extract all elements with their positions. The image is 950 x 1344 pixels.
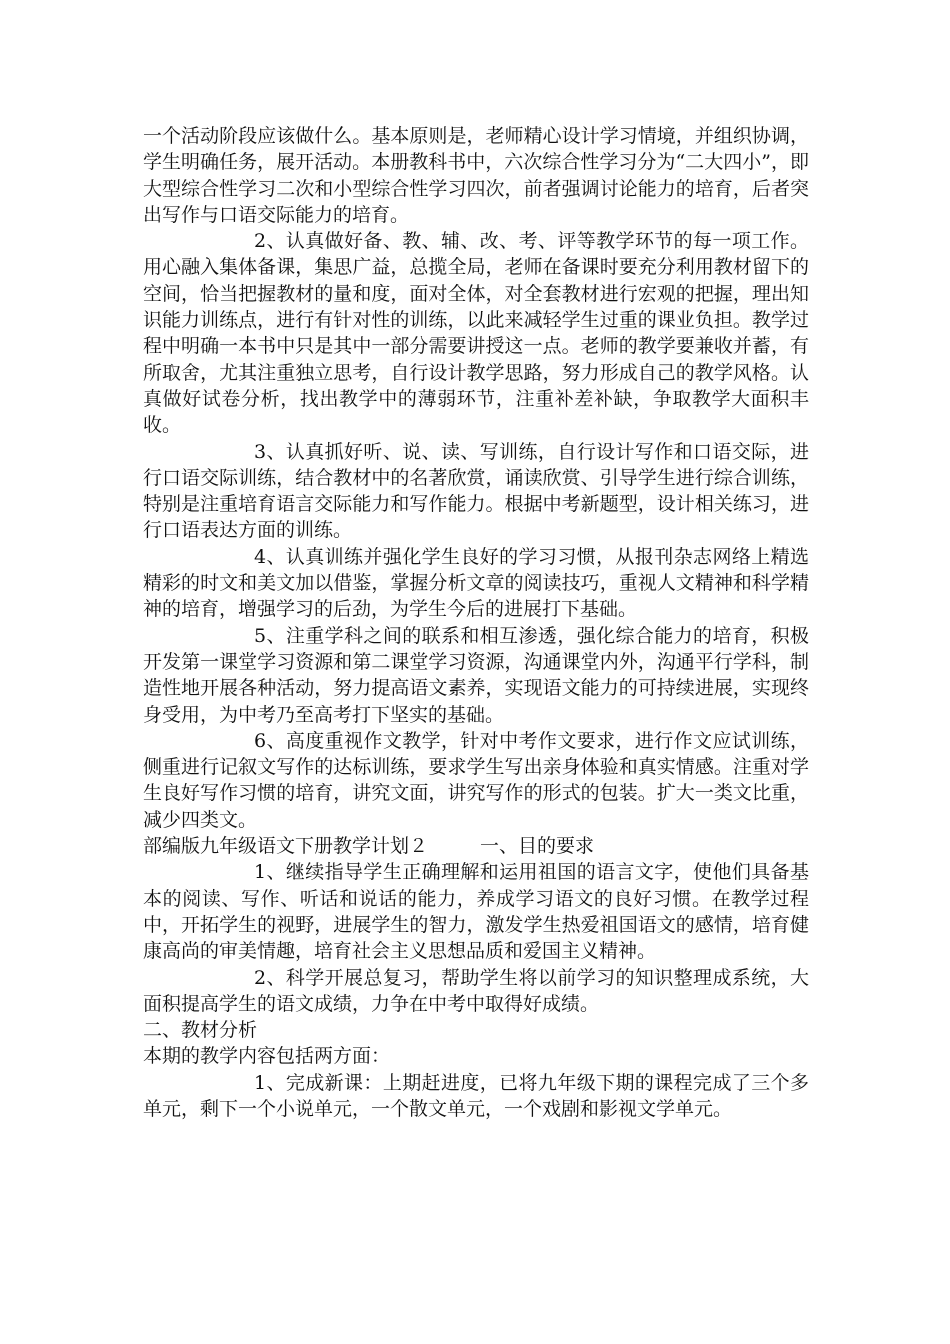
document-body	[143, 123, 809, 1122]
paragraph-item-6: 6、高度重视作文教学，针对中考作文要求，进行作文应试训练，侧重进行记叙文写作的达标训练，要求学生写出亲身体验和真实情感。注重对学生良好写作习惯的培育，讲究文面，讲究写作的形式的包装。扩大一类文比重，减少四类文。	[143, 729, 809, 831]
paragraph-item-4: 4、认真训练并强化学生良好的学习习惯，从报刊杂志网络上精选精彩的时文和美文加以借鉴，掌握分析文章的阅读技巧，重视人文精神和科学精神的培育，增强学习的后劲，为学生今后的进展打下基础。	[143, 545, 809, 621]
content-item-1: 1、完成新课：上期赶进度，已将九年级下期的课程完成了三个多单元，剩下一个小说单元，一个散文单元，一个戏剧和影视文学单元。	[143, 1071, 809, 1120]
section-one-title: 一、目的要求	[480, 835, 595, 858]
goal-item-1: 1、继续指导学生正确理解和运用祖国的语言文字，使他们具备基本的阅读、写作、听话和说话的能力，养成学习语文的良好习惯。在教学过程中，开拓学生的视野，进展学生的智力，激发学生热爱祖国语文的感情，培育健康高尚的审美情趣，培育社会主义思想品质和爱国主义精神。	[143, 861, 809, 963]
content-intro: 本期的教学内容包括两方面：	[143, 1045, 391, 1068]
plan-heading-line	[143, 833, 809, 859]
paragraph-item-5: 5、注重学科之间的联系和相互渗透，强化综合能力的培育，积极开发第一课堂学习资源和第二课堂学习资源，沟通课堂内外，沟通平行学科，制造性地开展各种活动，努力提高语文素养，实现语文能力的可持续进展，实现终身受用，为中考乃至高考打下坚实的基础。	[143, 624, 809, 726]
paragraph-item-3: 3、认真抓好听、说、读、写训练，自行设计写作和口语交际，进行口语交际训练，结合教材中的名著欣赏，诵读欣赏、引导学生进行综合训练，特别是注重培育语言交际能力和写作能力。根据中考新题型，设计相关练习，进行口语表达方面的训练。	[143, 440, 809, 542]
goal-item-2: 2、科学开展总复习，帮助学生将以前学习的知识整理成系统，大面积提高学生的语文成绩，力争在中考中取得好成绩。	[143, 966, 809, 1015]
section-two-title: 二、教材分析	[143, 1019, 258, 1042]
paragraph-item-2: 2、认真做好备、教、辅、改、考、评等教学环节的每一项工作。用心融入集体备课，集思广益，总揽全局，老师在备课时要充分利用教材留下的空间，恰当把握教材的量和度，面对全体，对全套教材进行宏观的把握，理出知识能力训练点，进行有针对性的训练，以此来减轻学生过重的课业负担。教学过程中明确一本书中只是其中一部分需要讲授这一点。老师的教学要兼收并蓄，有所取舍，尤其注重独立思考，自行设计教学思路，努力形成自己的教学风格。认真做好试卷分析，找出教学中的薄弱环节，注重补差补缺，争取教学大面积丰收。	[143, 230, 809, 437]
paragraph-activity-principles: 一个活动阶段应该做什么。基本原则是，老师精心设计学习情境，并组织协调，学生明确任务，展开活动。本册教科书中，六次综合性学习分为“二大四小”，即大型综合性学习二次和小型综合性学习四次，前者强调讨论能力的培育，后者突出写作与口语交际能力的培育。	[143, 125, 809, 226]
plan-title: 部编版九年级语文下册教学计划２	[143, 835, 429, 858]
